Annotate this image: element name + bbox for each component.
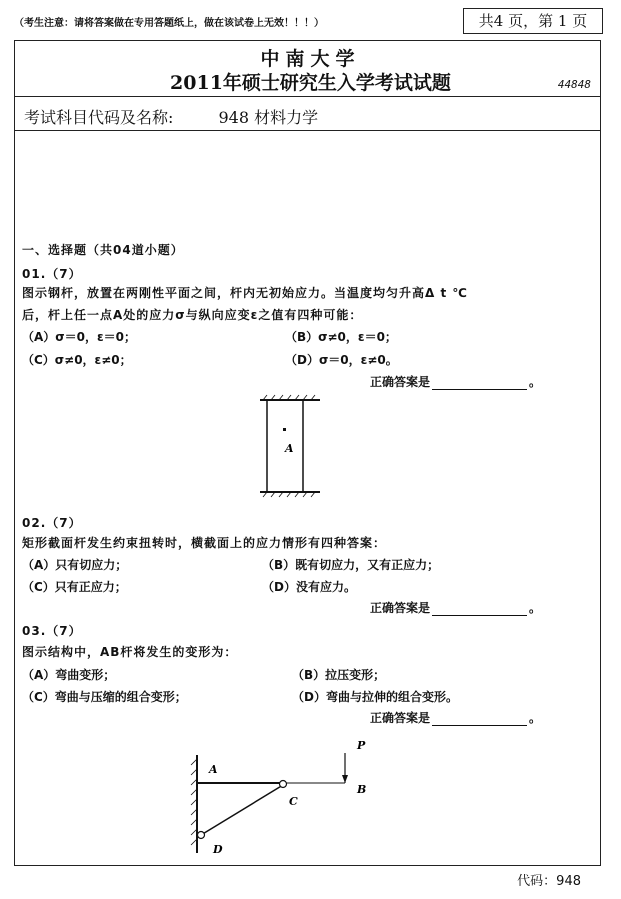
label-c: C (289, 795, 298, 808)
exam-title: 2011年硕士研究生入学考试试题 (170, 72, 451, 94)
q3-figure (185, 735, 375, 855)
exam-notice: （考生注意：请将答案做在专用答题纸上，做在该试卷上无效！！！） (14, 18, 324, 29)
label-b: B (357, 783, 367, 796)
q1-answer-blank[interactable] (432, 379, 527, 390)
q1-option-a: （A）σ＝0，ε＝0； (22, 330, 137, 344)
subject-line (24, 105, 318, 128)
label-p: P (357, 739, 366, 752)
label-a: A (209, 763, 218, 776)
label-d: D (213, 843, 223, 855)
q1-text-line1: 图示钢杆，放置在两刚性平面之间，杆内无初始应力。当温度均匀升高Δ t ℃ (22, 286, 468, 300)
q3-answer-label: 正确答案是 (370, 711, 431, 725)
q1-option-c: （C）σ≠0，ε≠0； (22, 353, 132, 367)
q1-figure (255, 392, 330, 504)
q2-answer: 正确答案是 。 (370, 601, 542, 615)
hinge-c (280, 781, 287, 788)
q3-option-c: （C）弯曲与压缩的组合变形； (22, 690, 187, 704)
q3-option-a: （A）弯曲变形； (22, 668, 116, 682)
subject-divider (14, 130, 601, 131)
load-arrowhead (342, 775, 348, 783)
page-info: 共4 页，第 1 页 (463, 8, 603, 34)
q2-option-b: （B）既有切应力，又有正应力； (262, 558, 440, 572)
paper-code: 44848 (557, 78, 591, 91)
q1-answer-label: 正确答案是 (370, 375, 431, 389)
q1-option-d: （D）σ＝0，ε≠0。 (285, 353, 398, 367)
q2-option-a: （A）只有切应力； (22, 558, 128, 572)
hinge-d (198, 832, 205, 839)
q3-option-d: （D）弯曲与拉伸的组合变形。 (292, 690, 458, 704)
header-divider (14, 96, 601, 97)
footer-code: 代码：948 (517, 874, 581, 889)
section-title: 一、选择题（共04道小题） (22, 243, 184, 257)
q2-option-c: （C）只有正应力； (22, 580, 127, 594)
q2-text-line1: 矩形截面杆发生约束扭转时，横截面上的应力情形有四种答案： (22, 536, 387, 550)
subject-label: 考试科目代码及名称: (24, 108, 174, 127)
q1-option-b: （B）σ≠0，ε＝0； (285, 330, 397, 344)
q2-option-d: （D）没有应力。 (262, 580, 356, 594)
q2-number: 02.（7） (22, 516, 82, 530)
q2-answer-label: 正确答案是 (370, 601, 431, 615)
q2-answer-blank[interactable] (432, 605, 527, 616)
university-name: 中南大学 (260, 48, 361, 70)
strut-cd (201, 785, 283, 835)
q1-number: 01.（7） (22, 267, 82, 281)
q3-number: 03.（7） (22, 624, 82, 638)
q3-option-b: （B）拉压变形； (292, 668, 386, 682)
point-a-marker (283, 428, 286, 431)
subject-value: 948 材料力学 (218, 108, 319, 127)
q1-answer: 正确答案是 。 (370, 375, 542, 389)
point-a-label: A (285, 442, 294, 455)
q1-text-line2: 后，杆上任一点A处的应力σ与纵向应变ε之值有四种可能： (22, 308, 363, 322)
q3-answer-blank[interactable] (432, 715, 527, 726)
q3-text-line1: 图示结构中，AB杆将发生的变形为： (22, 645, 238, 659)
q3-answer: 正确答案是 。 (370, 711, 542, 725)
